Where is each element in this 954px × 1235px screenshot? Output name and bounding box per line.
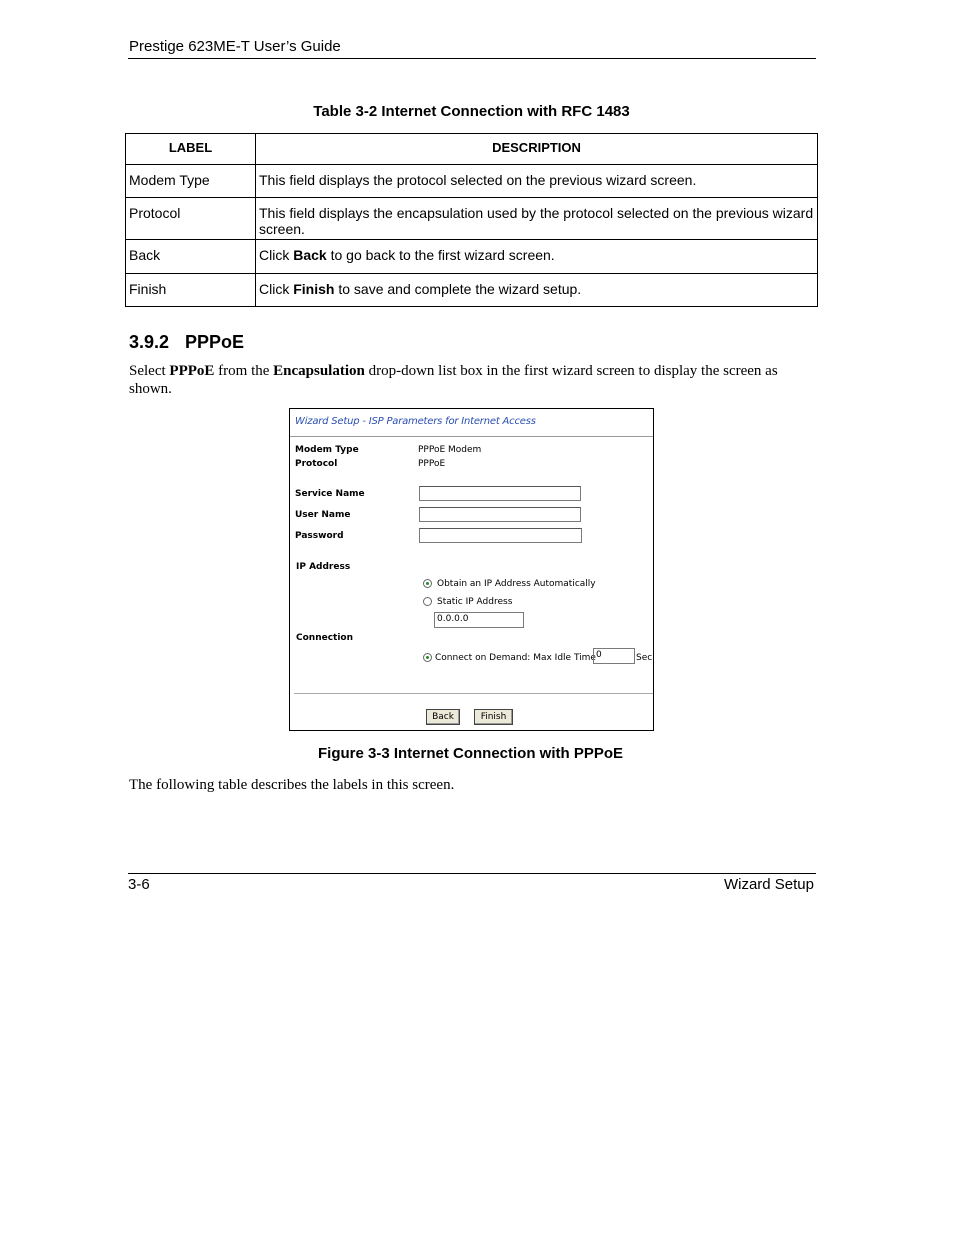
column-header-description: DESCRIPTION — [256, 134, 818, 165]
chapter-name: Wizard Setup — [723, 876, 814, 893]
row-label: Protocol — [126, 198, 256, 240]
user-name-input[interactable] — [419, 507, 581, 522]
button-divider — [294, 693, 653, 694]
row-description — [256, 240, 818, 274]
obtain-auto-radio[interactable] — [423, 579, 432, 588]
figure-caption: Figure 3-3 Internet Connection with PPPoE — [317, 745, 624, 762]
connect-on-demand-label: Connect on Demand: Max Idle Time — [435, 653, 596, 663]
table-row — [126, 274, 818, 307]
intro-text: Select — [129, 363, 170, 379]
row-label: Finish — [126, 274, 256, 307]
connection-label: Connection — [296, 633, 354, 643]
desc-bold-term: Finish — [293, 281, 335, 297]
password-label: Password — [295, 531, 344, 541]
protocol-value: PPPoE — [418, 459, 446, 469]
row-description — [256, 274, 818, 307]
intro-text: drop-down list box in the first wizard screen to display the screen as shown. — [129, 363, 778, 397]
service-name-label: Service Name — [295, 489, 365, 499]
table-row — [126, 198, 818, 240]
service-name-input[interactable] — [419, 486, 581, 501]
wizard-screenshot — [289, 408, 654, 731]
back-button[interactable]: Back — [426, 709, 460, 725]
idle-unit-label: Sec — [636, 653, 653, 663]
desc-text: Click — [259, 281, 294, 297]
label-description-table — [125, 133, 818, 307]
static-ip-radio[interactable] — [423, 597, 432, 606]
row-description: This field displays the encapsulation used by the protocol selected on the previous wizard screen. — [256, 198, 818, 240]
desc-text: Click — [259, 247, 294, 263]
row-label: Back — [126, 240, 256, 274]
intro-bold: Encapsulation — [273, 363, 365, 379]
page-header — [128, 37, 816, 59]
outro-paragraph: The following table describes the labels in this screen. — [129, 777, 455, 793]
section-number: 3.9.2 — [129, 332, 170, 352]
table-row — [126, 165, 818, 198]
page-footer — [128, 873, 816, 896]
intro-bold: PPPoE — [169, 363, 215, 379]
obtain-auto-label: Obtain an IP Address Automatically — [437, 579, 596, 589]
ip-address-label: IP Address — [296, 562, 351, 572]
desc-text: to go back to the first wizard screen. — [326, 247, 555, 263]
page-number: 3-6 — [128, 876, 150, 893]
max-idle-time-input[interactable]: 0 — [593, 648, 635, 664]
guide-title: Prestige 623ME-T User’s Guide — [129, 38, 341, 55]
table-caption: Table 3-2 Internet Connection with RFC 1483 — [313, 103, 630, 120]
column-header-label: LABEL — [126, 134, 256, 165]
wizard-title: Wizard Setup - ISP Parameters for Internet Access — [295, 416, 536, 427]
table-row — [126, 240, 818, 274]
static-ip-input[interactable]: 0.0.0.0 — [434, 612, 524, 628]
modem-type-label: Modem Type — [295, 445, 359, 455]
modem-type-value: PPPoE Modem — [418, 445, 482, 455]
intro-paragraph — [129, 362, 819, 398]
user-name-label: User Name — [295, 510, 351, 520]
password-input[interactable] — [419, 528, 582, 543]
title-divider — [290, 436, 653, 437]
protocol-label: Protocol — [295, 459, 338, 469]
connect-on-demand-radio[interactable] — [423, 653, 432, 662]
intro-text: from the — [214, 363, 274, 379]
static-ip-label: Static IP Address — [437, 597, 513, 607]
row-label: Modem Type — [126, 165, 256, 198]
table-header-row — [126, 134, 818, 165]
section-heading — [129, 332, 244, 353]
desc-bold-term: Back — [293, 247, 327, 263]
desc-text: to save and complete the wizard setup. — [334, 281, 582, 297]
row-description: This field displays the protocol selected on the previous wizard screen. — [256, 165, 818, 198]
section-title: PPPoE — [185, 332, 245, 352]
finish-button[interactable]: Finish — [474, 709, 513, 725]
